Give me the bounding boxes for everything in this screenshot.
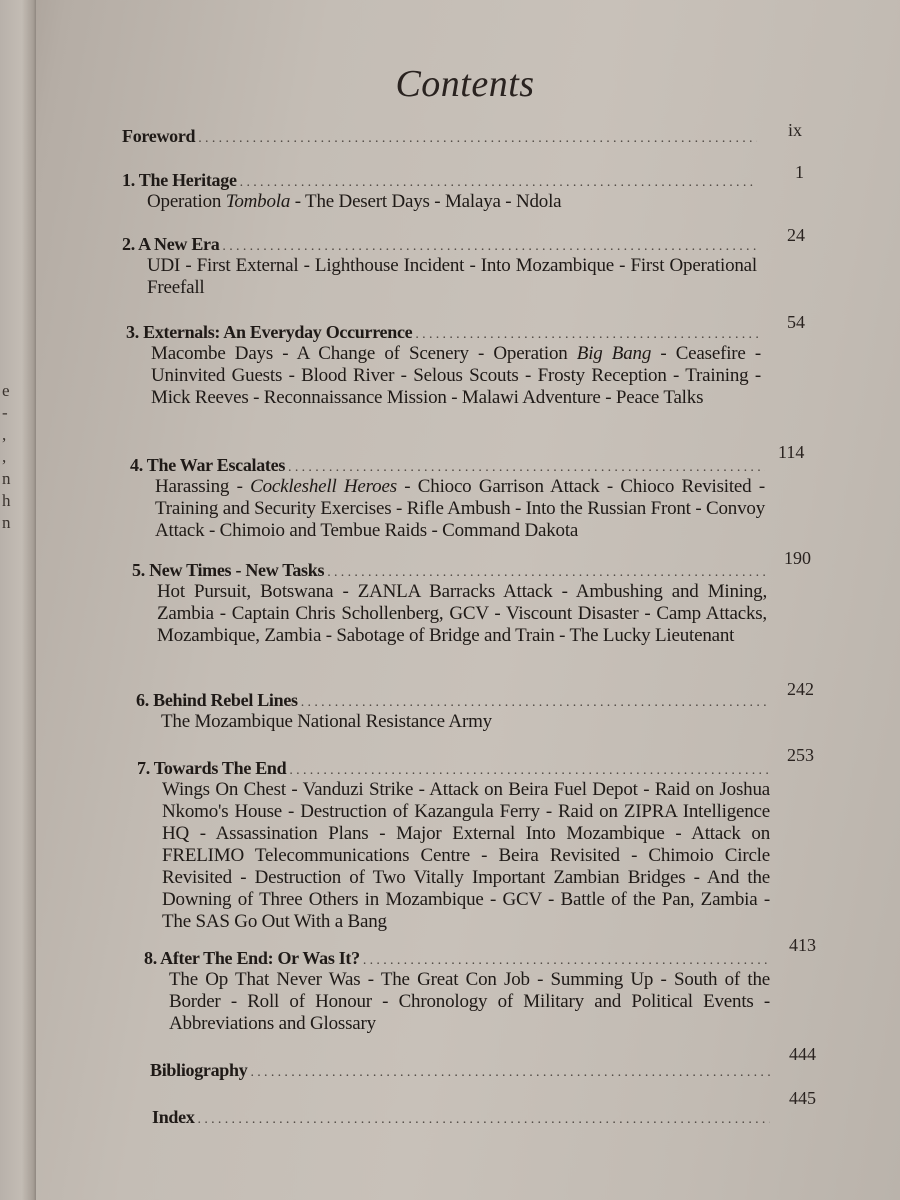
dot-leader <box>301 695 769 711</box>
chapter-title[interactable] <box>122 126 195 147</box>
chapter-number: 8. <box>144 948 157 968</box>
chapter-title[interactable] <box>152 1107 195 1128</box>
chapter-sections <box>147 191 757 213</box>
chapter-title[interactable] <box>136 690 298 711</box>
facing-page-letter: n <box>2 469 11 488</box>
dot-leader <box>327 565 767 581</box>
toc-entry[interactable] <box>122 234 757 299</box>
section-text: Macombe Days - A Change of Scenery - Operation <box>151 343 577 364</box>
dot-leader <box>415 327 761 343</box>
chapter-title-text: Towards The End <box>153 758 287 778</box>
section-text: - Ceasefire - Uninvited Guests - Blood River - Selous Scouts - Frosty Reception - Training - Mick Reeves - Reconnaissance Mission - Malawi Adventure - Peace Talks <box>151 343 761 408</box>
chapter-title[interactable] <box>126 322 412 343</box>
section-text: Hot Pursuit, Botswana - ZANLA Barracks Attack - Ambushing and Mining, Zambia - Captain Chris Schollenberg, GCV - Viscount Disaster - Camp Attacks, Mozambique, Zambia - Sabotage of Bridge and Train - The Lucky Lieutenant <box>157 581 767 646</box>
facing-page-letter: e <box>2 381 10 400</box>
chapter-title[interactable] <box>150 1060 247 1081</box>
chapter-title-text: New Times - New Tasks <box>149 560 325 580</box>
toc-entry[interactable] <box>122 170 757 213</box>
page-number: 413 <box>789 935 816 955</box>
toc-heading-row <box>152 1107 770 1128</box>
toc-heading-row <box>132 560 767 581</box>
chapter-title-text: The Heritage <box>138 170 237 190</box>
dot-leader <box>288 460 765 476</box>
page-number: 1 <box>795 162 804 182</box>
chapter-title-text: Externals: An Everyday Occurrence <box>143 322 413 342</box>
toc-entry[interactable] <box>144 948 770 1035</box>
section-text: Wings On Chest - Vanduzi Strike - Attack on Beira Fuel Depot - Raid on Joshua Nkomo's House - Destruction of Kazangula Ferry - Raid on ZIPRA Intelligence HQ - Assassination Plans - Major External Into Mozambique - Attack on FRELIMO Telecommunications Centre - Beira Revisited - Chimoio Circle Revisited - Destruction of Two Vitally Important Zambian Bridges - And the Downing of Three Others in Mozambique - GCV - Battle of the Pan, Zambia - The SAS Go Out With a Bang <box>162 779 770 932</box>
toc-entry[interactable] <box>126 322 761 409</box>
chapter-sections <box>151 343 761 409</box>
toc-heading-row <box>150 1060 770 1081</box>
chapter-title-text: A New Era <box>138 234 220 254</box>
chapter-title[interactable] <box>122 234 219 255</box>
chapter-sections <box>147 255 757 299</box>
page-number: 445 <box>789 1088 816 1108</box>
dot-leader <box>289 763 770 779</box>
toc-heading-row <box>144 948 770 969</box>
chapter-number: 5. <box>132 560 145 580</box>
italic-section-name: Big Bang <box>576 343 652 364</box>
dot-leader <box>250 1065 770 1081</box>
chapter-title-text: Bibliography <box>150 1060 248 1080</box>
section-text: Operation <box>147 191 226 212</box>
page-number: 114 <box>778 442 805 462</box>
facing-page-letter: h <box>2 491 11 510</box>
chapter-sections <box>162 779 770 933</box>
facing-page-letter: , <box>2 425 7 444</box>
dot-leader <box>222 239 757 255</box>
chapter-sections <box>161 711 769 733</box>
page-number: 444 <box>789 1044 816 1064</box>
italic-section-name: Tombola <box>225 191 291 212</box>
chapter-number: 7. <box>137 758 150 778</box>
chapter-number: 2. <box>122 234 135 254</box>
section-text: - The Desert Days - Malaya - Ndola <box>290 191 562 212</box>
toc-heading-row <box>136 690 769 711</box>
chapter-number: 6. <box>136 690 149 710</box>
toc-heading-row <box>137 758 770 779</box>
toc-entry[interactable] <box>122 126 757 147</box>
dot-leader <box>198 131 757 147</box>
toc-entry[interactable] <box>130 455 765 542</box>
toc-heading-row <box>126 322 761 343</box>
chapter-title-text: The War Escalates <box>146 455 286 475</box>
section-text: The Mozambique National Resistance Army <box>161 711 492 732</box>
chapter-title-text: Foreword <box>122 126 196 146</box>
facing-page-letter: - <box>2 403 8 422</box>
chapter-title-text: Behind Rebel Lines <box>153 690 298 710</box>
page-number: 253 <box>787 745 814 765</box>
chapter-number: 1. <box>122 170 135 190</box>
toc-heading-row <box>130 455 765 476</box>
italic-section-name: Cockleshell Heroes <box>250 476 397 497</box>
facing-page-letter: , <box>2 447 7 466</box>
page-number: 242 <box>787 679 814 699</box>
page-number: 24 <box>787 225 805 245</box>
dot-leader <box>240 175 757 191</box>
toc-entry[interactable] <box>152 1107 770 1128</box>
section-text: - Chioco Garrison Attack - Chioco Revisited - Training and Security Exercises - Rifle Ambush - Into the Russian Front - Convoy Attack - Chimoio and Tembue Raids - Command Dakota <box>155 476 765 541</box>
chapter-sections <box>155 476 765 542</box>
chapter-title[interactable] <box>130 455 285 476</box>
page-title: Contents <box>395 63 535 105</box>
chapter-title[interactable] <box>122 170 237 191</box>
section-text: UDI - First External - Lighthouse Incident - Into Mozambique - First Operational Freefall <box>147 255 757 298</box>
chapter-sections <box>157 581 767 647</box>
toc-heading-row <box>122 126 757 147</box>
page-number: ix <box>788 120 803 140</box>
chapter-number: 3. <box>126 322 139 342</box>
toc-heading-row <box>122 170 757 191</box>
dot-leader <box>198 1112 770 1128</box>
chapter-title-text: After The End: Or Was It? <box>160 948 360 968</box>
chapter-title[interactable] <box>144 948 360 969</box>
chapter-sections <box>169 969 770 1035</box>
toc-entry[interactable] <box>132 560 767 647</box>
toc-entry[interactable] <box>137 758 770 933</box>
toc-entry[interactable] <box>150 1060 770 1081</box>
page-number: 54 <box>787 312 805 332</box>
toc-heading-row <box>122 234 757 255</box>
chapter-title[interactable] <box>132 560 324 581</box>
dot-leader <box>363 953 770 969</box>
chapter-number: 4. <box>130 455 143 475</box>
toc-entry[interactable] <box>136 690 769 733</box>
facing-page-letter: n <box>2 513 11 532</box>
chapter-title[interactable] <box>137 758 286 779</box>
chapter-title-text: Index <box>152 1107 195 1127</box>
page-number: 190 <box>784 548 811 568</box>
section-text: The Op That Never Was - The Great Con Job - Summing Up - South of the Border - Roll of Honour - Chronology of Military and Political Events - Abbreviations and Glossary <box>169 969 770 1034</box>
section-text: Harassing - <box>155 476 251 497</box>
